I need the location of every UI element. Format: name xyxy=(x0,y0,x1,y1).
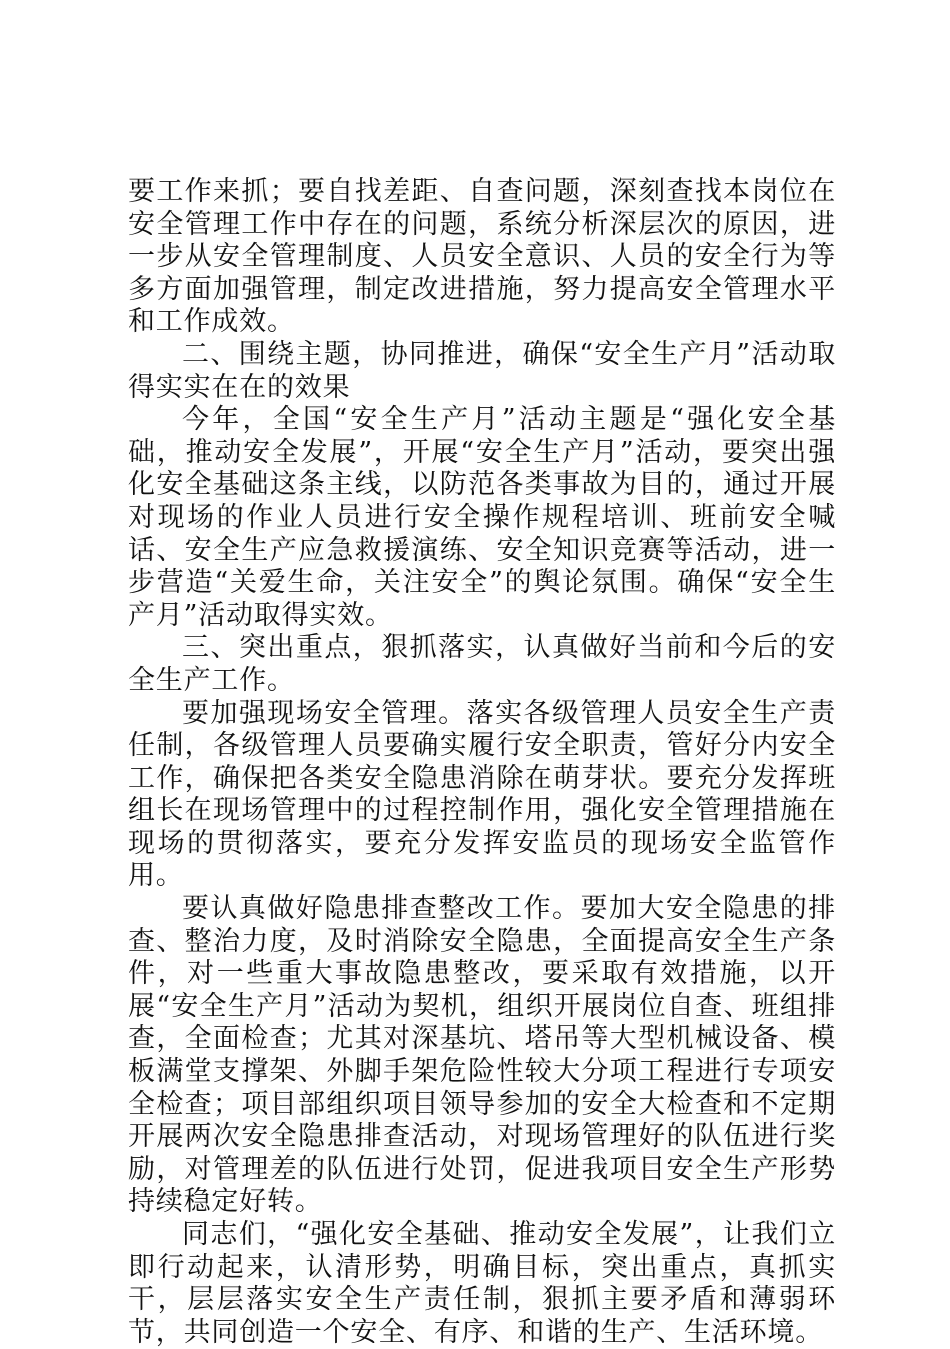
paragraph-continuation: 要工作来抓；要自找差距、自查问题，深刻查找本岗位在安全管理工作中存在的问题，系统分析深层次的原因，进一步从安全管理制度、人员安全意识、人员的安全行为等多方面加强管理，制定改进措施，努力提高安全管理水平和工作成效。 xyxy=(128,176,836,338)
section-heading-2: 二、围绕主题，协同推进，确保“安全生产月”活动取得实实在在的效果 xyxy=(128,338,836,403)
document-body xyxy=(128,176,836,1349)
section-heading-3: 三、突出重点，狠抓落实，认真做好当前和今后的安全生产工作。 xyxy=(128,632,836,696)
paragraph-theme: 今年，全国“安全生产月”活动主题是“强化安全基础，推动安全发展”，开展“安全生产月”活动，要突出强化安全基础这条主线，以防范各类事故为目的，通过开展对现场的作业人员进行安全操作规程培训、班前安全喊话、安全生产应急救援演练、安全知识竞赛等活动，进一步营造“关爱生命，关注安全”的舆论氛围。确保“安全生产月”活动取得实效。 xyxy=(128,404,836,631)
paragraph-closing: 同志们，“强化安全基础、推动安全发展”，让我们立即行动起来，认清形势，明确目标，突出重点，真抓实干，层层落实安全生产责任制，狠抓主要矛盾和薄弱环节，共同创造一个安全、有序、和谐的生产、生活环境。 xyxy=(128,1219,836,1348)
paragraph-site-management: 要加强现场安全管理。落实各级管理人员安全生产责任制，各级管理人员要确实履行安全职责，管好分内安全工作，确保把各类安全隐患消除在萌芽状。要充分发挥班组长在现场管理中的过程控制作用，强化安全管理措施在现场的贯彻落实，要充分发挥安监员的现场安全监管作用。 xyxy=(128,697,836,892)
paragraph-hazard-inspection: 要认真做好隐患排查整改工作。要加大安全隐患的排查、整治力度，及时消除安全隐患，全面提高安全生产条件，对一些重大事故隐患整改，要采取有效措施，以开展“安全生产月”活动为契机，组织开展岗位自查、班组排查，全面检查；尤其对深基坑、塔吊等大型机械设备、模板满堂支撑架、外脚手架危险性较大分项工程进行专项安全检查；项目部组织项目领导参加的安全大检查和不定期开展两次安全隐患排查活动，对现场管理好的队伍进行奖励，对管理差的队伍进行处罚，促进我项目安全生产形势持续稳定好转。 xyxy=(128,893,836,1218)
